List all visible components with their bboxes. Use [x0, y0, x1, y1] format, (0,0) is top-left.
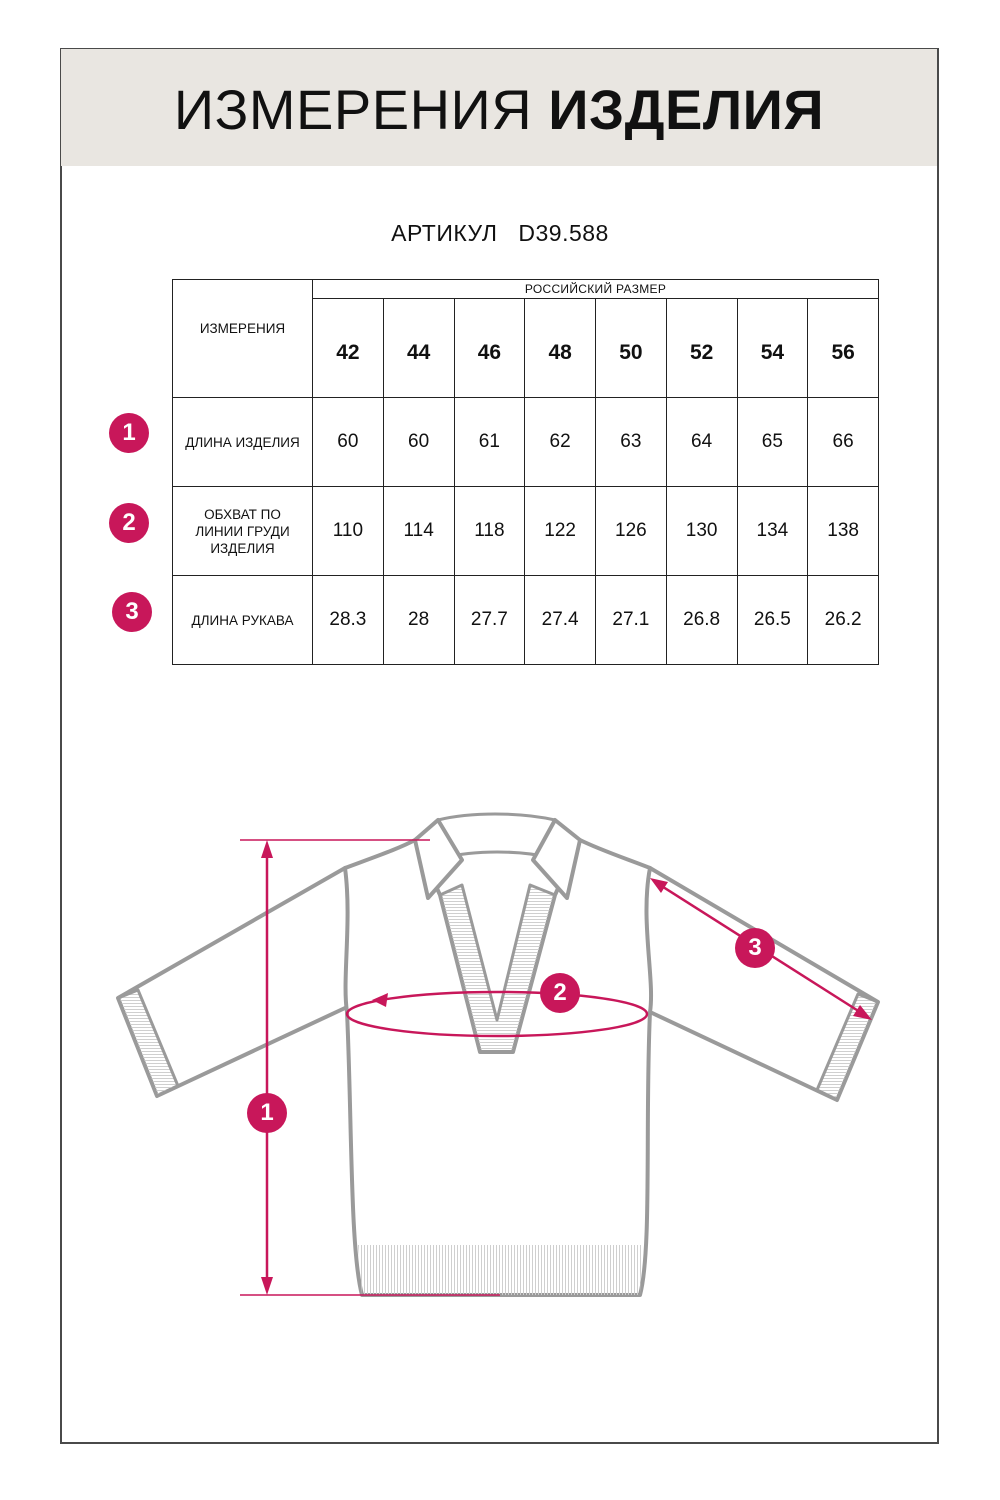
- table-cell: 60: [313, 398, 384, 487]
- table-cell: 66: [808, 398, 879, 487]
- diagram-marker-2: 2: [540, 973, 580, 1013]
- table-cell: 118: [454, 487, 525, 576]
- table-cell: 126: [596, 487, 667, 576]
- table-cell: 27.4: [525, 576, 596, 665]
- table-cell: 138: [808, 487, 879, 576]
- arrow-head-icon: [261, 1277, 273, 1295]
- title-light: ИЗМЕРЕНИЯ: [173, 78, 533, 141]
- size-header: 50: [596, 299, 667, 398]
- size-header: 52: [666, 299, 737, 398]
- diagram-marker-1: 1: [247, 1093, 287, 1133]
- size-header: 42: [313, 299, 384, 398]
- diagram-marker-3: 3: [735, 928, 775, 968]
- row-label-line: ОБХВАТ ПО: [204, 506, 281, 522]
- row-label-line: ЛИНИИ ГРУДИ: [195, 523, 290, 539]
- table-cell: 63: [596, 398, 667, 487]
- row-marker-1: 1: [109, 413, 149, 453]
- article-code: D39.588: [518, 220, 609, 246]
- row-marker-2: 2: [109, 503, 149, 543]
- table-cell: 26.8: [666, 576, 737, 665]
- table-cell: 130: [666, 487, 737, 576]
- table-cell: 114: [383, 487, 454, 576]
- title-bold: ИЗДЕЛИЯ: [548, 78, 825, 141]
- size-header: 44: [383, 299, 454, 398]
- row-marker-3: 3: [112, 592, 152, 632]
- table-cell: 28.3: [313, 576, 384, 665]
- table-cell: 26.5: [737, 576, 808, 665]
- table-cell: 62: [525, 398, 596, 487]
- table-cell: 60: [383, 398, 454, 487]
- size-header: 56: [808, 299, 879, 398]
- row-label: ДЛИНА ИЗДЕЛИЯ: [173, 398, 313, 487]
- size-header: 54: [737, 299, 808, 398]
- table-cell: 64: [666, 398, 737, 487]
- table-cell: 65: [737, 398, 808, 487]
- arrow-head-icon: [261, 840, 273, 858]
- measurements-header: ИЗМЕРЕНИЯ: [173, 280, 313, 398]
- row-label-line: ИЗДЕЛИЯ: [210, 540, 275, 556]
- sweater-outline: [118, 814, 878, 1295]
- table-cell: 27.7: [454, 576, 525, 665]
- article-label: АРТИКУЛ: [391, 220, 498, 246]
- size-header: 46: [454, 299, 525, 398]
- table-cell: 61: [454, 398, 525, 487]
- table-cell: 134: [737, 487, 808, 576]
- table-cell: 122: [525, 487, 596, 576]
- size-header: 48: [525, 299, 596, 398]
- row-label: ДЛИНА РУКАВА: [173, 576, 313, 665]
- table-cell: 110: [313, 487, 384, 576]
- table-cell: 27.1: [596, 576, 667, 665]
- table-cell: 26.2: [808, 576, 879, 665]
- table-cell: 28: [383, 576, 454, 665]
- size-group-header: РОССИЙСКИЙ РАЗМЕР: [313, 280, 879, 299]
